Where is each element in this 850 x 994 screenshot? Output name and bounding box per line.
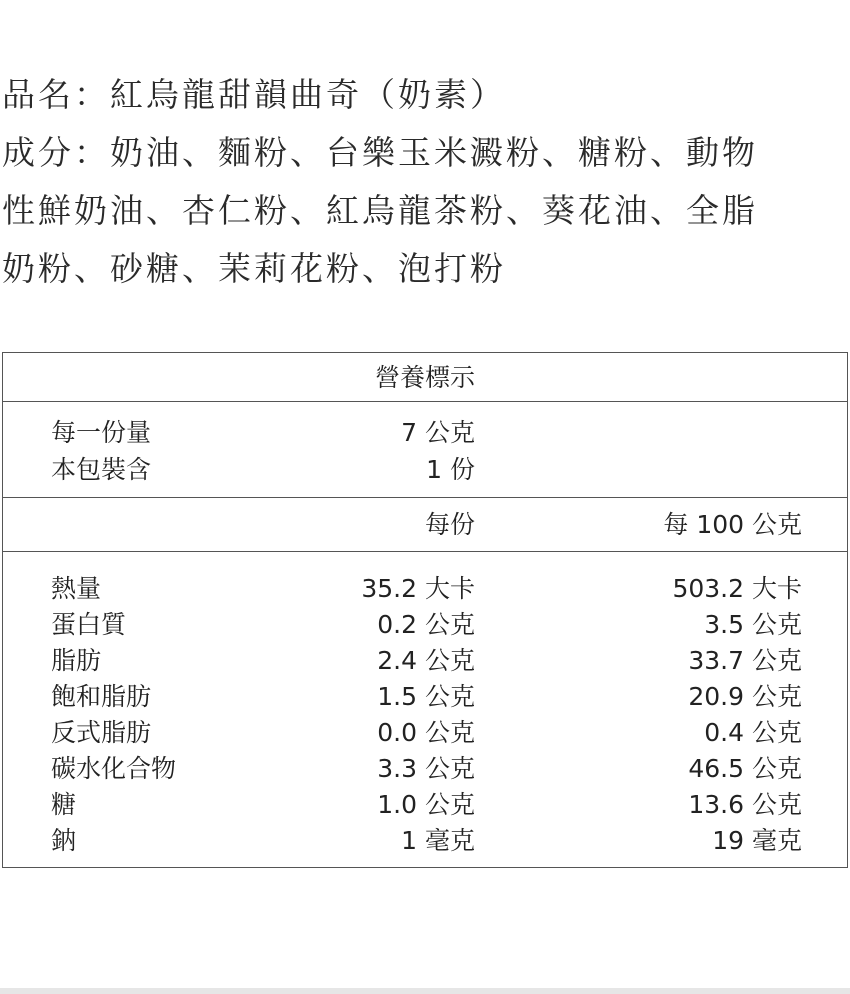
serving-info [3,402,847,498]
nutrient-per-100g: 33.7 公克 [688,646,802,675]
nutrient-per-100g: 19 毫克 [712,826,802,855]
nutrient-per-serving: 1.5 公克 [377,682,475,711]
ingredients-line: 奶粉、砂糖、茉莉花粉、泡打粉 [2,249,506,288]
ingredients-line: 性鮮奶油、杏仁粉、紅烏龍茶粉、葵花油、全脂 [2,191,758,230]
nutrient-label: 蛋白質 [51,610,127,639]
nutrient-label: 飽和脂肪 [51,682,152,711]
column-header-per-serving: 每份 [424,510,475,539]
nutrient-label: 反式脂肪 [51,718,152,747]
nutrition-title: 營養標示 [3,353,847,402]
servings-per-package-label: 本包裝含 [51,455,152,484]
nutrient-row [3,679,847,715]
servings-per-package-value: 1 份 [426,455,475,484]
nutrient-per-100g: 503.2 大卡 [672,574,802,603]
nutrient-label: 糖 [51,790,77,819]
nutrient-row [3,823,847,859]
nutrient-per-serving: 1 毫克 [401,826,475,855]
serving-size-value: 7 公克 [401,418,475,447]
serving-size-row [3,415,847,451]
nutrient-label: 脂肪 [51,646,102,675]
nutrient-per-serving: 0.2 公克 [377,610,475,639]
nutrient-row [3,607,847,643]
product-name: 品名：紅烏龍甜韻曲奇（奶素） [2,75,506,114]
nutrient-per-serving: 0.0 公克 [377,718,475,747]
nutrient-per-serving: 35.2 大卡 [361,574,475,603]
nutrient-row [3,571,847,607]
nutrient-per-serving: 2.4 公克 [377,646,475,675]
nutrient-per-serving: 1.0 公克 [377,790,475,819]
bottom-divider [0,988,850,994]
nutrient-rows [3,552,847,859]
column-header-per-100g: 每 100 公克 [663,510,802,539]
nutrient-row [3,787,847,823]
serving-size-label: 每一份量 [51,418,152,447]
product-info [2,66,850,298]
ingredients-line: 成分：奶油、麵粉、台樂玉米澱粉、糖粉、動物 [2,133,758,172]
nutrient-label: 熱量 [51,574,102,603]
servings-per-package-row [3,452,847,488]
nutrient-per-100g: 13.6 公克 [688,790,802,819]
nutrient-per-100g: 3.5 公克 [704,610,802,639]
nutrient-row [3,751,847,787]
column-header-row [3,498,847,552]
nutrient-row [3,643,847,679]
nutrition-table [2,352,848,868]
nutrient-per-100g: 20.9 公克 [688,682,802,711]
nutrient-label: 碳水化合物 [51,754,177,783]
nutrient-per-serving: 3.3 公克 [377,754,475,783]
nutrient-row [3,715,847,751]
nutrient-per-100g: 0.4 公克 [704,718,802,747]
nutrient-per-100g: 46.5 公克 [688,754,802,783]
nutrient-label: 鈉 [51,826,77,855]
